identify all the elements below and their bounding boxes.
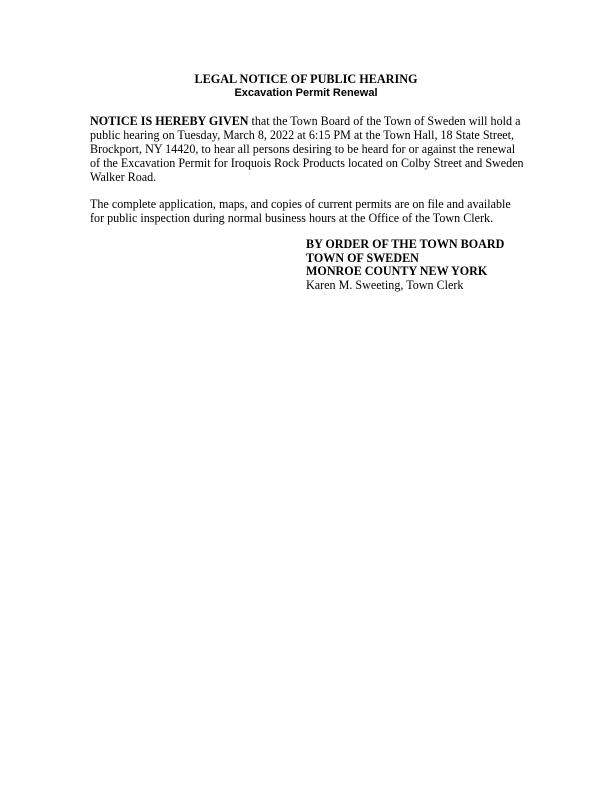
paragraph-2-line-2: for public inspection during normal business hours at the Office of the Town Clerk. <box>90 211 494 226</box>
signature-block <box>306 238 586 292</box>
notice-lead-phrase: NOTICE IS HEREBY GIVEN <box>90 114 249 128</box>
signature-order-line: BY ORDER OF THE TOWN BOARD <box>306 237 505 251</box>
paragraph-2-line-1: The complete application, maps, and copies of current permits are on file and available <box>90 197 511 211</box>
signature-clerk-line: Karen M. Sweeting, Town Clerk <box>306 277 464 292</box>
paragraph-1-line-3: Brockport, NY 14420, to hear all persons desiring to be heard for or against the renewal <box>90 142 516 157</box>
paragraph-1-line-4: of the Excavation Permit for Iroquois Rock Products located on Colby Street and Sweden <box>90 156 524 171</box>
signature-county-line: MONROE COUNTY NEW YORK <box>306 264 488 279</box>
paragraph-1-line-2: public hearing on Tuesday, March 8, 2022 at 6:15 PM at the Town Hall, 18 State Street, <box>90 128 515 143</box>
notice-title: LEGAL NOTICE OF PUBLIC HEARING <box>194 72 418 86</box>
signature-town-line: TOWN OF SWEDEN <box>306 250 419 265</box>
paragraph-1-line-1 <box>90 114 530 128</box>
paragraph-1-line-5: Walker Road. <box>90 170 157 185</box>
notice-paragraph-1 <box>90 114 530 184</box>
notice-paragraph-2 <box>90 197 530 225</box>
notice-subtitle: Excavation Permit Renewal <box>234 87 378 99</box>
paragraph-1-line-1-text: that the Town Board of the Town of Sweden will hold a <box>248 114 521 128</box>
